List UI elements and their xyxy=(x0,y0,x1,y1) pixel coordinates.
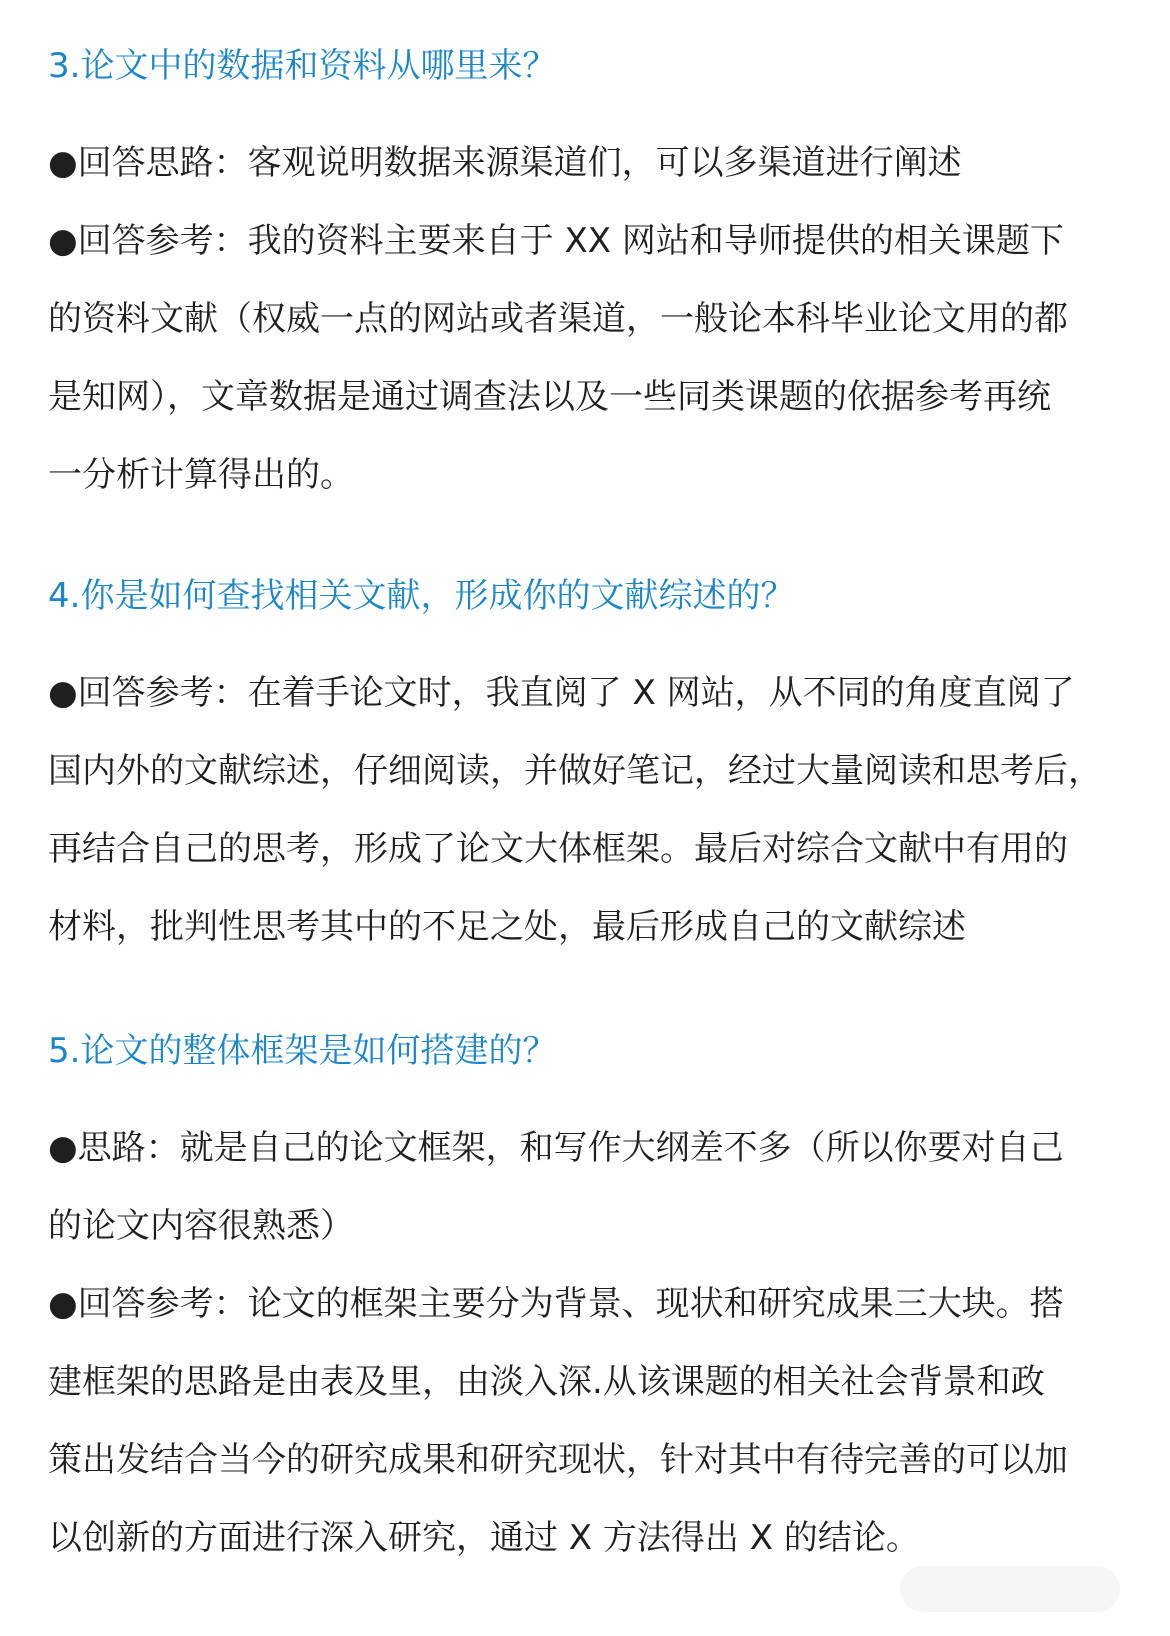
text-line: 建框架的思路是由表及里，由淡入深.从该课题的相关社会背景和政 xyxy=(48,1362,1045,1402)
answer-reference xyxy=(48,654,1108,966)
section-heading: 3.论文中的数据和资料从哪里来？ xyxy=(48,46,557,86)
text-line: 的论文内容很熟悉） xyxy=(48,1206,354,1246)
text-line: 材料，批判性思考其中的不足之处，最后形成自己的文献综述 xyxy=(48,907,966,947)
text-line: 以创新的方面进行深入研究，通过 X 方法得出 X 的结论。 xyxy=(48,1518,920,1558)
text-line: 国内外的文献综述，仔细阅读，并做好笔记，经过大量阅读和思考后， xyxy=(48,751,1102,791)
qa-section-3 xyxy=(48,42,1108,514)
qa-section-4 xyxy=(48,572,1108,966)
text-line: ●回答思路：客观说明数据来源渠道们，可以多渠道进行阐述 xyxy=(48,143,962,183)
text-line: 的资料文献（权威一点的网站或者渠道，一般论本科毕业论文用的都 xyxy=(48,299,1068,339)
qa-section-5 xyxy=(48,1027,1108,1577)
text-line: 再结合自己的思考，形成了论文大体框架。最后对综合文献中有用的 xyxy=(48,829,1068,869)
text-line: ●回答参考：在着手论文时，我直阅了 X 网站，从不同的角度直阅了 xyxy=(48,673,1075,713)
answer-reference xyxy=(48,202,1108,514)
section-heading: 4.你是如何查找相关文献，形成你的文献综述的？ xyxy=(48,576,795,616)
text-line: ●思路：就是自己的论文框架，和写作大纲差不多（所以你要对自己 xyxy=(48,1128,1064,1168)
text-line: ●回答参考：论文的框架主要分为背景、现状和研究成果三大块。搭 xyxy=(48,1284,1064,1324)
answer-approach xyxy=(48,124,1108,202)
text-line: ●回答参考：我的资料主要来自于 XX 网站和导师提供的相关课题下 xyxy=(48,221,1064,261)
section-heading: 5.论文的整体框架是如何搭建的？ xyxy=(48,1031,557,1071)
text-line: 是知网），文章数据是通过调查法以及一些同类课题的依据参考再统 xyxy=(48,377,1051,417)
text-line: 一分析计算得出的。 xyxy=(48,455,354,495)
answer-reference xyxy=(48,1265,1108,1577)
watermark xyxy=(900,1566,1120,1612)
answer-approach xyxy=(48,1109,1108,1265)
text-line: 策出发结合当今的研究成果和研究现状，针对其中有待完善的可以加 xyxy=(48,1440,1068,1480)
